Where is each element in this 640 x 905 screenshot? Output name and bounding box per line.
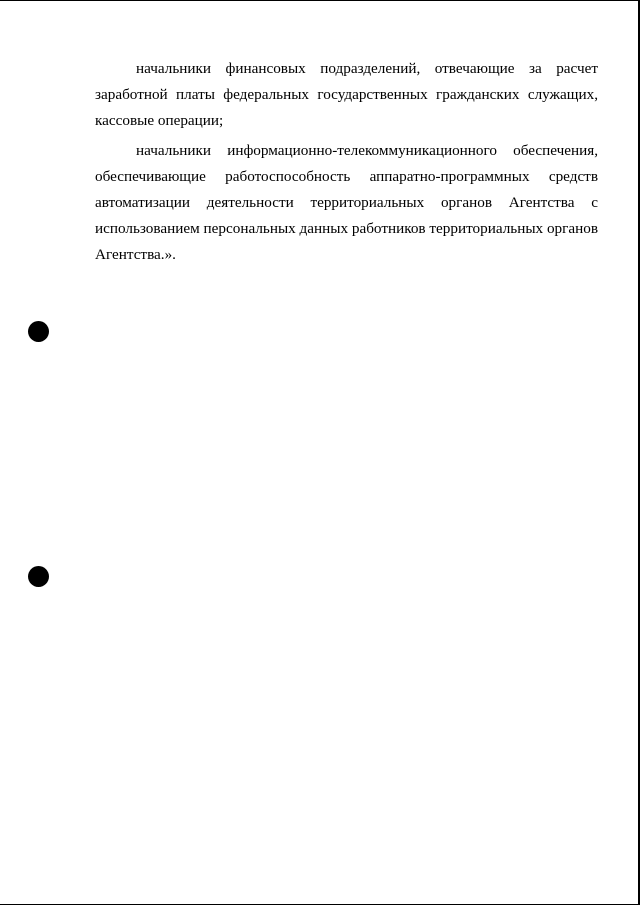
- paragraph-it-heads: начальники информационно-телекоммуникационного обеспечения, обеспечивающие работоспособность аппаратно-программных средств автоматизации деятельности территориальных органов Агентства с использованием персональных данных работников территориальных органов Агентства.».: [95, 142, 598, 263]
- document-body: [95, 56, 598, 272]
- paragraph-finance-heads: начальники финансовых подразделений, отвечающие за расчет заработной платы федеральных государственных гражданских служащих, кассовые операции;: [95, 60, 598, 129]
- punch-hole-bottom: [28, 566, 49, 587]
- punch-hole-top: [28, 321, 49, 342]
- scan-edge-top: [0, 0, 640, 1]
